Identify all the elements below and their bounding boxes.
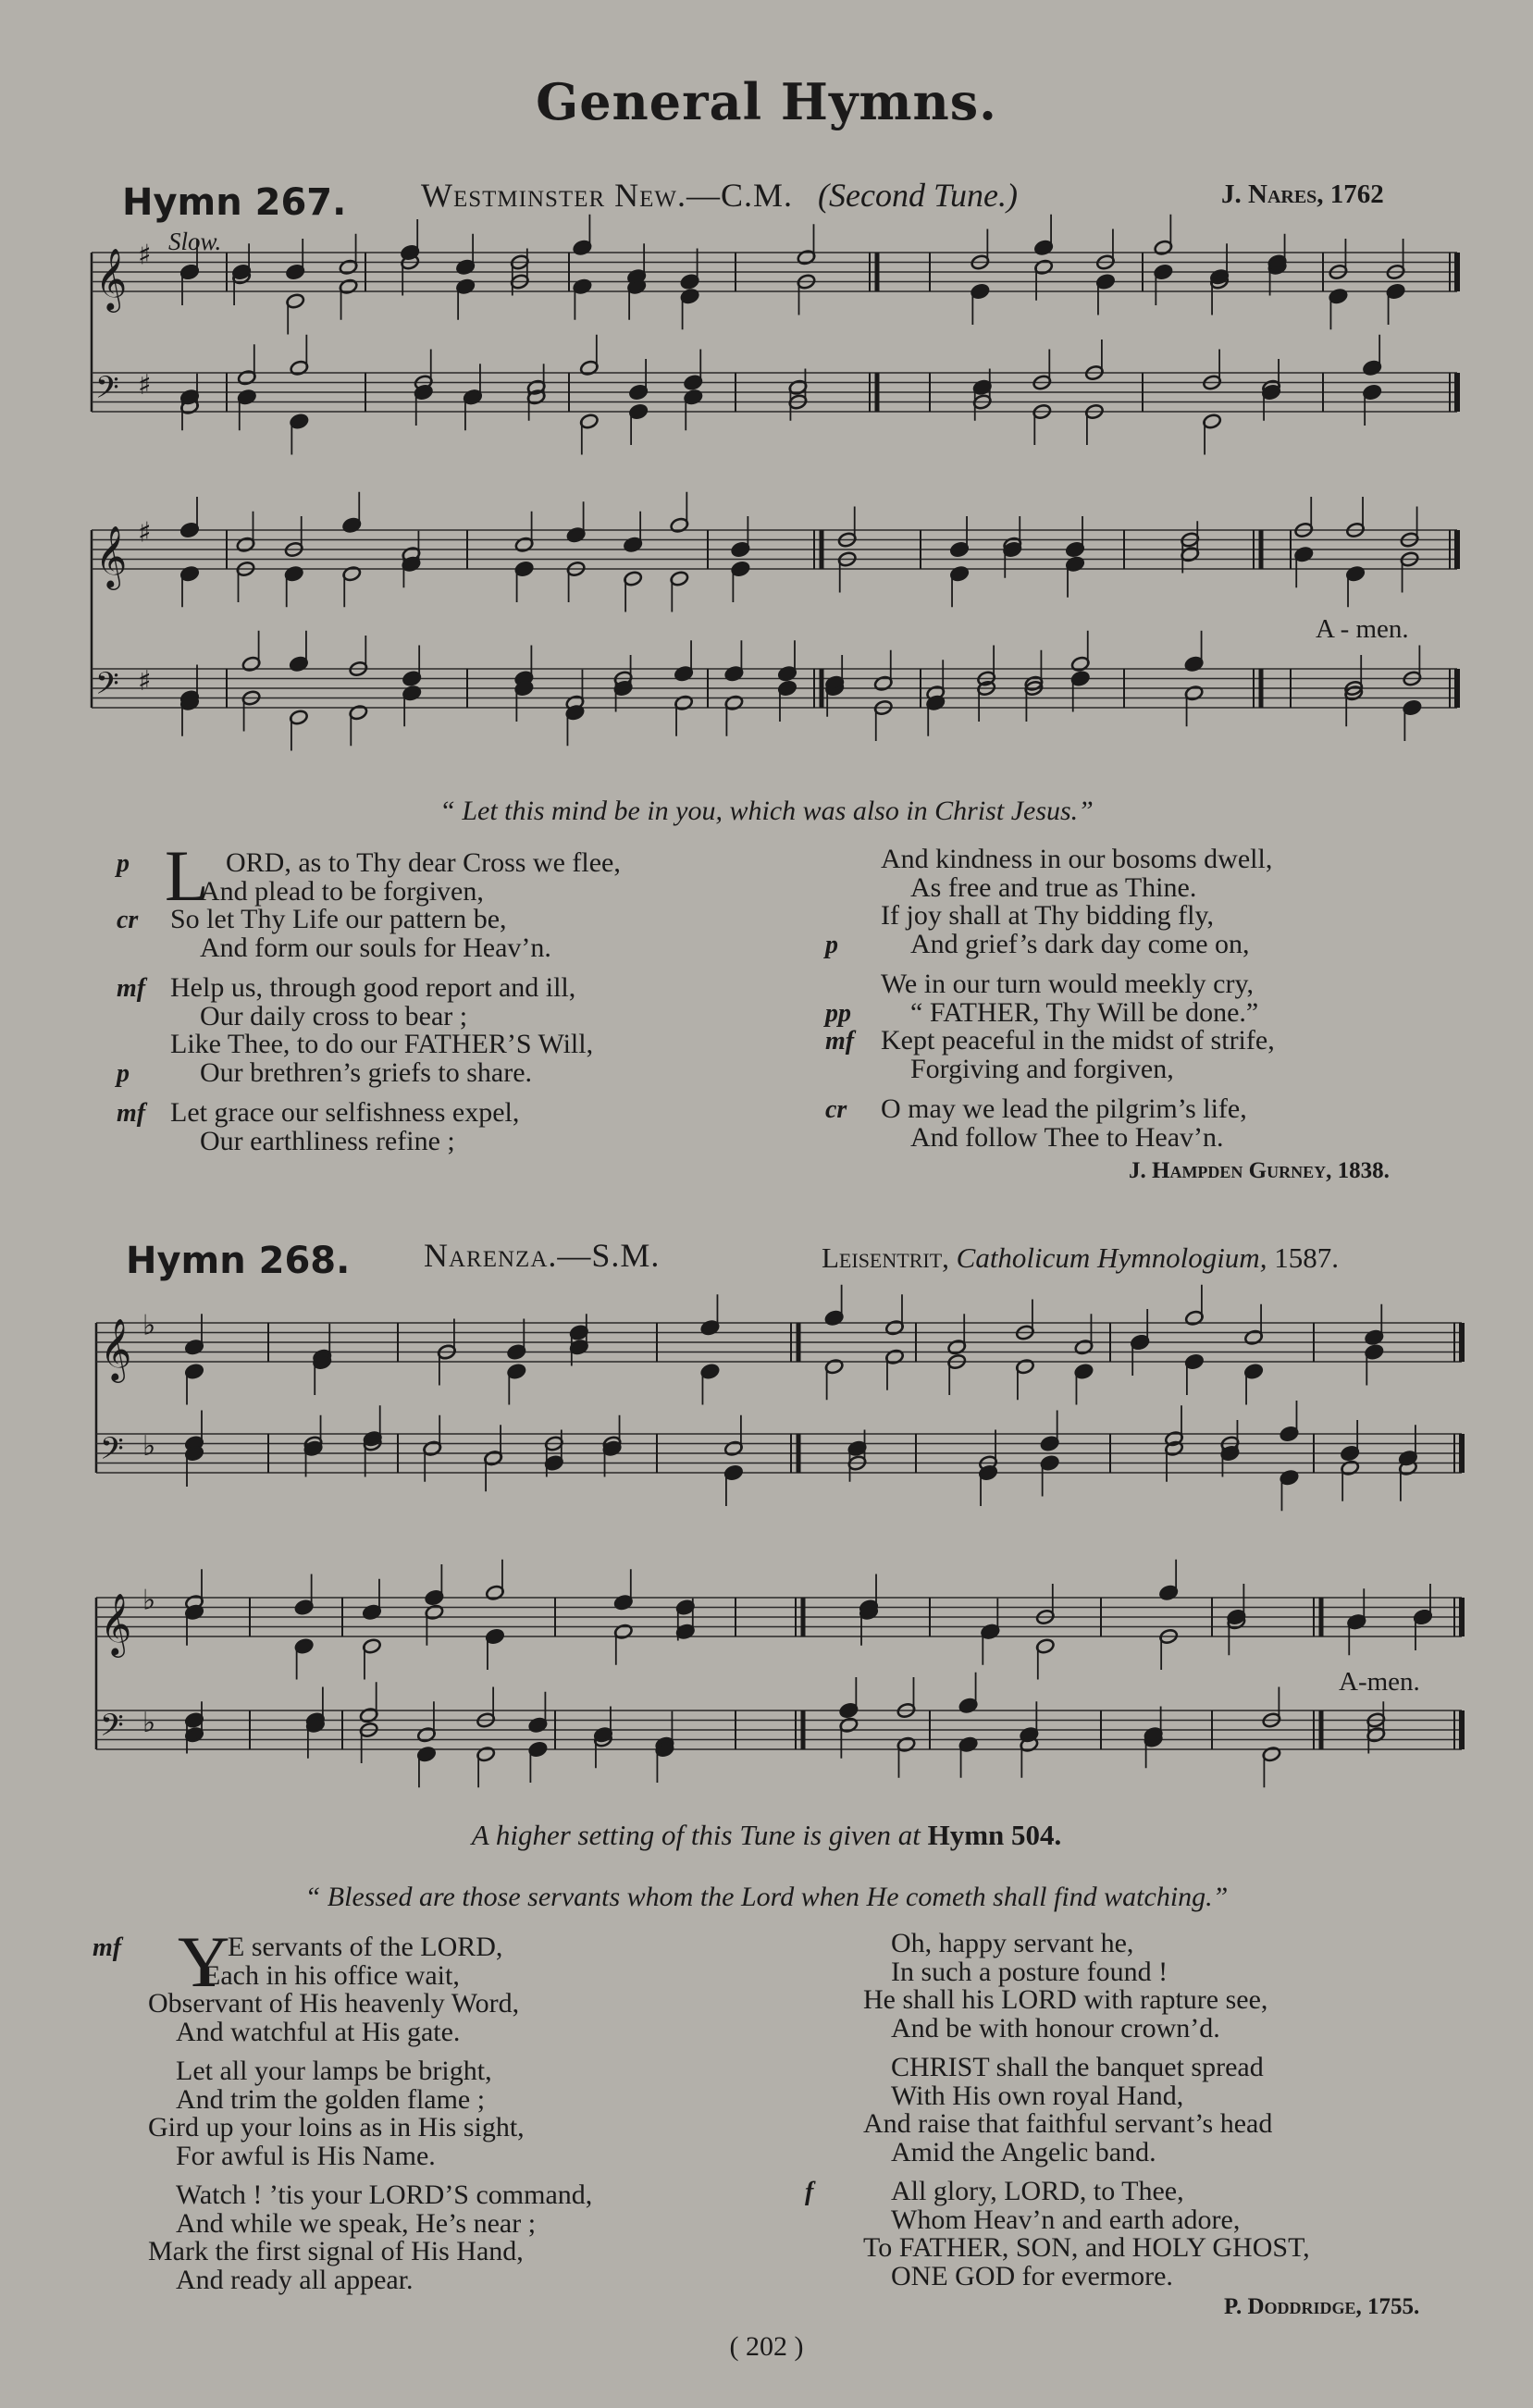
verse-line: We in our turn would meekly cry, <box>881 969 1255 999</box>
verse-line: He shall his LORD with rapture see, <box>863 1984 1268 2015</box>
dynamic-mark: cr <box>117 906 139 934</box>
verse-line: Each in his office wait, <box>204 1959 460 1991</box>
hymn-267-tune <box>421 176 1018 215</box>
verse-line: If joy shall at Thy bidding fly, <box>881 900 1214 931</box>
dynamic-mark: mf <box>93 1933 122 1962</box>
hymn-267-composer: J. Nares, 1762 <box>1221 179 1384 209</box>
hymn-268-amen: A-men. <box>1339 1667 1420 1697</box>
verse-line: Mark the first signal of His Hand, <box>148 2236 524 2266</box>
hymn-268-setting-note-text: A higher setting of this Tune is given at <box>471 1819 921 1851</box>
hymn-267-tempo: Slow. <box>168 228 222 255</box>
verse-line: Forgiving and forgiven, <box>910 1053 1174 1084</box>
verse-line: “ FATHER, Thy Will be done.” <box>910 996 1259 1028</box>
verse-line: And plead to be forgiven, <box>200 875 484 907</box>
verse-line: O may we lead the pilgrim’s life, <box>881 1093 1247 1124</box>
hymn-268-setting-note-ref: Hymn 504. <box>927 1819 1062 1851</box>
hymn-267-score-system-2 <box>88 504 1471 772</box>
verse-line: ONE GOD for evermore. <box>891 2260 1173 2291</box>
dynamic-mark: pp <box>825 998 851 1028</box>
hymn-267-amen: A - men. <box>1316 614 1409 644</box>
key-signature-icon: ♭ <box>142 1430 156 1463</box>
verse-line: And grief’s dark day come on, <box>910 928 1250 959</box>
treble-clef-icon: 𝄞 <box>95 247 128 310</box>
treble-clef-icon: 𝄞 <box>95 525 128 587</box>
key-signature-icon: ♯ <box>138 516 152 550</box>
hymn-268-dropcap: Y <box>178 1921 230 2002</box>
verse-line: As free and true as Thine. <box>910 871 1197 903</box>
verse-line: Oh, happy servant he, <box>891 1928 1134 1958</box>
key-signature-icon: ♯ <box>138 369 152 402</box>
verse-line: And while we speak, He’s near ; <box>176 2207 537 2239</box>
dynamic-mark: p <box>825 930 838 959</box>
key-signature-icon: ♭ <box>142 1584 156 1617</box>
verse-line: And be with honour crown’d. <box>891 2012 1220 2044</box>
hymn-267-tune-note: (Second Tune.) <box>818 177 1018 214</box>
verse-line: Observant of His heavenly Word, <box>148 1988 520 2019</box>
key-signature-icon: ♭ <box>142 1707 156 1740</box>
dynamic-mark: f <box>805 2178 814 2206</box>
hymn-268-author: P. Doddridge, 1755. <box>1224 2294 1420 2319</box>
dynamic-mark: mf <box>117 974 146 1003</box>
verse-line: Watch ! ’tis your LORD’S command, <box>176 2180 593 2210</box>
hymn-268-tune <box>424 1236 660 1275</box>
section-title: General Hymns. <box>536 72 997 131</box>
verse-line: Our brethren’s griefs to share. <box>200 1056 533 1088</box>
verse-line: Let grace our selfishness expel, <box>170 1097 520 1128</box>
verse-line: Our earthliness refine ; <box>200 1125 455 1156</box>
key-signature-icon: ♯ <box>138 239 152 272</box>
page-number: ( 202 ) <box>729 2331 804 2362</box>
verse-line: And kindness in our bosoms dwell, <box>881 844 1273 874</box>
hymn-268-setting-note <box>0 1819 1533 1852</box>
dynamic-mark: mf <box>117 1099 146 1128</box>
verse-line: E servants of the LORD, <box>228 1932 503 1962</box>
dynamic-mark: mf <box>825 1027 855 1056</box>
verse-line: Like Thee, to do our FATHER’S Will, <box>170 1029 594 1059</box>
hymn-268-tune-name: Narenza.—S.M. <box>424 1237 661 1274</box>
hymn-268-composer-year: 1587. <box>1274 1241 1339 1274</box>
hymn-268-composer <box>822 1241 1339 1275</box>
verse-line: With His own royal Hand, <box>891 2080 1184 2111</box>
hymn-267-author: J. Hampden Gurney, 1838. <box>1129 1158 1390 1183</box>
verse-line: And trim the golden flame ; <box>176 2083 486 2115</box>
treble-clef-icon: 𝄞 <box>100 1592 132 1655</box>
verse-line: And raise that faithful servant’s head <box>863 2108 1273 2139</box>
hymn-267-epigraph: “ Let this mind be in you, which was also in Christ Jesus.” <box>439 796 1094 826</box>
verse-line: And follow Thee to Heav’n. <box>910 1121 1224 1153</box>
hymn-268-score-system-2 <box>93 1559 1480 1795</box>
verse-line: And watchful at His gate. <box>176 2016 461 2047</box>
hymn-268-number: Hymn 268. <box>126 1240 351 1282</box>
verse-line: So let Thy Life our pattern be, <box>170 904 507 934</box>
key-signature-icon: ♭ <box>142 1309 156 1342</box>
verse-line: Gird up your loins as in His sight, <box>148 2112 525 2143</box>
verse-line: Our daily cross to bear ; <box>200 1000 468 1031</box>
bass-clef-icon: 𝄢 <box>100 1431 124 1475</box>
hymn-267-number: Hymn 267. <box>122 181 347 224</box>
verse-line: Let all your lamps be bright, <box>176 2056 492 2086</box>
hymn-268-epigraph: “ Blessed are those servants whom the Lord when He cometh shall find watching.” <box>304 1882 1229 1912</box>
hymn-267-tune-name: Westminster New.—C.M. <box>421 177 794 214</box>
verse-line: For awful is His Name. <box>176 2140 436 2171</box>
verse-line: All glory, LORD, to Thee, <box>891 2176 1184 2206</box>
hymn-268-composer-name: Leisentrit, <box>822 1241 949 1274</box>
verse-line: Kept peaceful in the midst of strife, <box>881 1025 1275 1056</box>
bass-clef-icon: 𝄢 <box>95 666 119 710</box>
dynamic-mark: cr <box>825 1095 847 1124</box>
verse-line: And form our souls for Heav’n. <box>200 932 551 963</box>
key-signature-icon: ♯ <box>138 665 152 698</box>
verse-line: To FATHER, SON, and HOLY GHOST, <box>863 2232 1310 2263</box>
verse-line: ORD, as to Thy dear Cross we flee, <box>226 847 621 878</box>
bass-clef-icon: 𝄢 <box>95 370 119 414</box>
verse-line: CHRIST shall the banquet spread <box>891 2052 1264 2082</box>
dynamic-mark: p <box>117 1058 130 1088</box>
hymn-268-composer-work: Catholicum Hymnologium, <box>956 1241 1267 1274</box>
hymn-267-score-system-1 <box>88 236 1471 476</box>
verse-line: Help us, through good report and ill, <box>170 972 576 1003</box>
treble-clef-icon: 𝄞 <box>100 1317 132 1380</box>
bass-clef-icon: 𝄢 <box>100 1708 124 1751</box>
verse-line: In such a posture found ! <box>891 1956 1168 1987</box>
verse-line: Amid the Angelic band. <box>891 2136 1156 2167</box>
hymn-268-score-system-1 <box>93 1286 1480 1536</box>
dynamic-mark: p <box>117 849 130 878</box>
verse-line: And ready all appear. <box>176 2264 414 2295</box>
hymn-267-dropcap: L <box>165 835 209 916</box>
verse-line: Whom Heav’n and earth adore, <box>891 2204 1241 2235</box>
